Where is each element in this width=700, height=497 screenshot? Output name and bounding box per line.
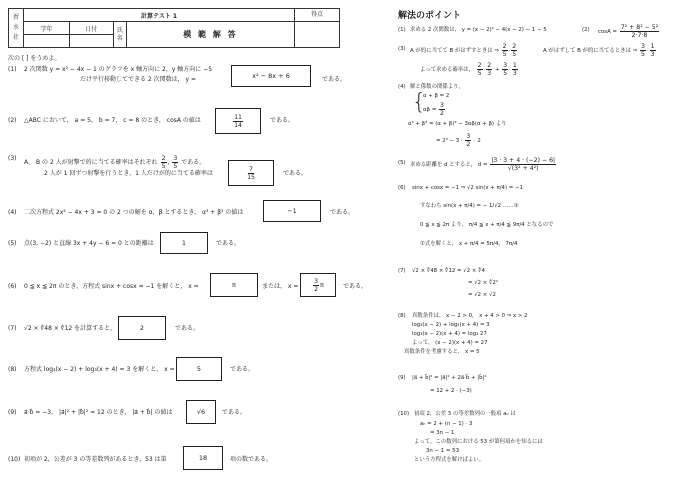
q8-text: 方程式 log₃(x − 2) + log₃(x + 4) = 3 を解くと， x = xyxy=(24,366,175,373)
point-9-line1: |a⃗ + b⃗|² = |a⃗|² + 2a⃗·b⃗ + |b⃗|² xyxy=(412,375,487,381)
point-5-number: (5) xyxy=(398,160,406,166)
q5-number: (5) xyxy=(8,240,17,247)
score-cell xyxy=(295,22,340,48)
point-10-line2: aₙ = 2 + (n − 1) · 3 xyxy=(420,421,473,427)
q2-answer-box xyxy=(215,108,261,134)
q7-number: (7) xyxy=(8,325,17,332)
point-10-line4: よって，この数列における 53 が第何項かを知るには xyxy=(414,439,543,445)
point-10-line1: 初項 2，公差 3 の等差数列の一般項 aₙ は xyxy=(414,411,516,417)
point-3-case-a: A が的に当てて B がはずすときは ⇒ $\frac{2}{5}$ · $\frac{2}{5}$ xyxy=(410,43,517,58)
header-table xyxy=(8,8,340,48)
point-4-line4: = 2³ − 3 · $\frac{3}{2}$ · 2 xyxy=(436,133,481,148)
q7-answer-box: 2 xyxy=(118,316,166,340)
q10-number: (10) xyxy=(8,456,21,463)
q6-text: 0 ≦ x ≦ 2π のとき，方程式 sinx + cosx = −1 を解くと， x = xyxy=(24,283,199,290)
q4-answer-box: −1 xyxy=(263,200,321,222)
q6-tail: である。 xyxy=(343,283,368,290)
q9-number: (9) xyxy=(8,409,17,416)
point-4-number: (4) xyxy=(398,84,406,90)
q9-tail: である。 xyxy=(222,409,247,416)
q6-answer-box-1: π xyxy=(210,273,258,297)
point-2-number: (2) xyxy=(582,27,590,33)
score-label: 得点 xyxy=(295,9,340,22)
point-6-line2: すなわち sin(x + π/4) = − 1/√2 ……① xyxy=(420,203,519,209)
q9-text: a⃗·b⃗ = −3， |a⃗|² + |b⃗|² = 12 のとき， |a⃗ + b⃗| の値は xyxy=(24,409,173,416)
point-10-line6: という方程式を解けばよい。 xyxy=(414,457,485,463)
q8-tail: である。 xyxy=(230,366,255,373)
q3-answer-fraction: $\frac{7}{15}$ xyxy=(247,165,255,181)
header-label-3: 社 xyxy=(12,34,19,41)
point-8-line3: log₃(x − 2)(x + 4) = log₃ 27 xyxy=(412,331,487,337)
q2-number: (2) xyxy=(8,117,17,124)
q10-text: 初項が 2，公差が 3 の等差数列があるとき，53 は第 xyxy=(24,456,167,463)
point-6-line4: ①式を解くと， x + π/4 = 5π/4， 7π/4 xyxy=(420,241,518,247)
header-label-1: 習 xyxy=(12,14,19,21)
q6-answer-box-2: $\frac{3}{2}$ π xyxy=(300,273,336,297)
point-8-line1: 真数条件は， x − 2 > 0， x + 4 > 0 ⇒ x > 2 xyxy=(412,313,528,319)
q4-tail: である。 xyxy=(330,209,355,216)
q2-tail: である。 xyxy=(270,117,295,124)
q1-line2: だけ平行移動してできる 2 次関数は， y = xyxy=(80,76,197,83)
q2-answer-fraction: $\frac{11}{14}$ xyxy=(234,113,242,129)
q1-number: (1) xyxy=(8,66,17,73)
q6-number: (6) xyxy=(8,283,17,290)
point-8-line5: 真数条件を考慮すると， x = 5 xyxy=(404,349,480,355)
date-cell xyxy=(69,35,113,48)
point-4-brace-icon: { xyxy=(412,90,426,115)
point-3-case-b: A がはずして B が的に当てるときは ⇒ $\frac{3}{5}$ · $\frac{1}{3}$ xyxy=(543,43,655,58)
point-7-number: (7) xyxy=(398,268,406,274)
q1-tail: である。 xyxy=(322,76,347,83)
q4-number: (4) xyxy=(8,209,17,216)
q1-line1: 2 次関数 y = x² − 4x − 1 のグラフを x 軸方向に 2，y 軸方向に −5 xyxy=(24,66,213,73)
q2-text: △ABC において， a = 5， b = 7， c = 8 のとき， cosA の値は xyxy=(24,117,201,124)
date-label: 日付 xyxy=(69,22,113,35)
point-8-line2: log₃(x − 2) + log₃(x + 4) = 3 xyxy=(412,322,490,328)
q3-line1: A， B の 2 人が射撃で的に当てる確率はそれぞれ $\frac{2}{5}$ , $\frac{3}{5}$ である。 xyxy=(24,155,206,170)
point-10-number: (10) xyxy=(398,411,410,417)
point-3-number: (3) xyxy=(398,46,406,52)
q10-answer-box: 18 xyxy=(183,446,223,470)
point-8-number: (8) xyxy=(398,313,406,319)
q7-text: √2 × ∜48 × ∜12 を計算すると， xyxy=(24,325,117,332)
point-4-line1: α + β = 2 xyxy=(423,93,450,99)
q8-number: (8) xyxy=(8,366,17,373)
point-1-text: 求める 2 次関数は， y = (x − 2)² − 4(x − 2) − 1 − 5 xyxy=(410,27,547,33)
q5-text: 点(3, −2) と直線 3x + 4y − 6 = 0 との距離は xyxy=(24,240,154,247)
q9-answer-box: √6 xyxy=(186,400,216,424)
point-7-line3: = √2 × √2 xyxy=(468,292,496,298)
grade-cell xyxy=(24,35,70,48)
q3-tail: である。 xyxy=(283,170,308,177)
point-4-line2: αβ = $\frac{3}{2}$ xyxy=(423,102,444,117)
point-6-number: (6) xyxy=(398,185,406,191)
point-5-formula: 求める距離を d とすると， d = $\frac{|3 \cdot 3 + 4 \cdot (-2) - 6|}{\text{√(3² + 4²)}}$ xyxy=(410,157,556,172)
q3-answer-box xyxy=(228,160,274,186)
point-10-line3: = 3n − 1 xyxy=(430,430,455,436)
point-1-number: (1) xyxy=(398,27,406,33)
q6-mid: または， x = xyxy=(262,283,299,290)
q7-tail: である。 xyxy=(175,325,200,332)
point-8-line4: よって， (x − 2)(x + 4) = 27 xyxy=(412,340,488,346)
point-2-formula: cosA = $\frac{\text{7² + 8² − 5²}}{2\cdot 7\cdot 8}$ xyxy=(598,24,659,39)
header-label-2: 水 xyxy=(12,24,19,31)
name-label: 氏 名 xyxy=(113,22,126,48)
points-heading: 解法のポイント xyxy=(398,11,462,21)
q8-answer-box: 5 xyxy=(176,357,222,381)
header-vertical-label xyxy=(9,9,24,48)
point-10-line5: 3n − 1 = 53 xyxy=(426,448,460,454)
point-4-line3: α³ + β³ = (α + β)³ − 3αβ(α + β) より xyxy=(408,121,507,127)
point-9-line2: = 12 + 2 · (−3) xyxy=(430,388,472,394)
point-9-number: (9) xyxy=(398,375,406,381)
point-7-line2: = √2 × ∜2² xyxy=(468,280,499,286)
q5-tail: である。 xyxy=(216,240,241,247)
point-3-result: よって求める確率は， $\frac{2}{5}$ · $\frac{2}{3}$ + $\frac{3}{5}$ · $\frac{1}{3}$ xyxy=(420,62,517,77)
q1-answer-box: x² − 8x + 6 xyxy=(231,65,311,87)
point-6-line1: sinx + cosx = −1 ⇒ √2 sin(x + π/4) = −1 xyxy=(412,185,523,191)
q4-text: 二次方程式 2x² − 4x + 3 = 0 の 2 つの解を α，β とするとき， α³ + β³ の値は xyxy=(24,209,244,216)
q3-fraction-a: $\frac{2}{5}$ xyxy=(161,155,166,170)
q10-tail: 項の数である。 xyxy=(230,456,273,463)
q3-number: (3) xyxy=(8,155,17,162)
test-title: 計算テスト 1 xyxy=(24,9,295,22)
q3-line2: 2 人が 1 回ずつ射撃を行うとき，1 人だけが的に当てる確率は xyxy=(44,170,213,177)
instruction: 次の [ ] をうめよ。 xyxy=(8,55,61,62)
q5-answer-box: 1 xyxy=(160,232,208,254)
point-6-line3: 0 ≦ x ≦ 2π より， π/4 ≦ x + π/4 ≦ 9π/4 となるので xyxy=(420,222,554,228)
point-4-title: 解と係数の関係より， xyxy=(410,84,464,90)
q3-fraction-b: $\frac{3}{5}$ xyxy=(173,155,178,170)
grade-label: 学年 xyxy=(24,22,70,35)
test-subtitle: 模 範 解 答 xyxy=(126,22,294,48)
point-7-line1: √2 × ∜48 × ∜12 = √2 × ∜4 xyxy=(412,268,485,274)
